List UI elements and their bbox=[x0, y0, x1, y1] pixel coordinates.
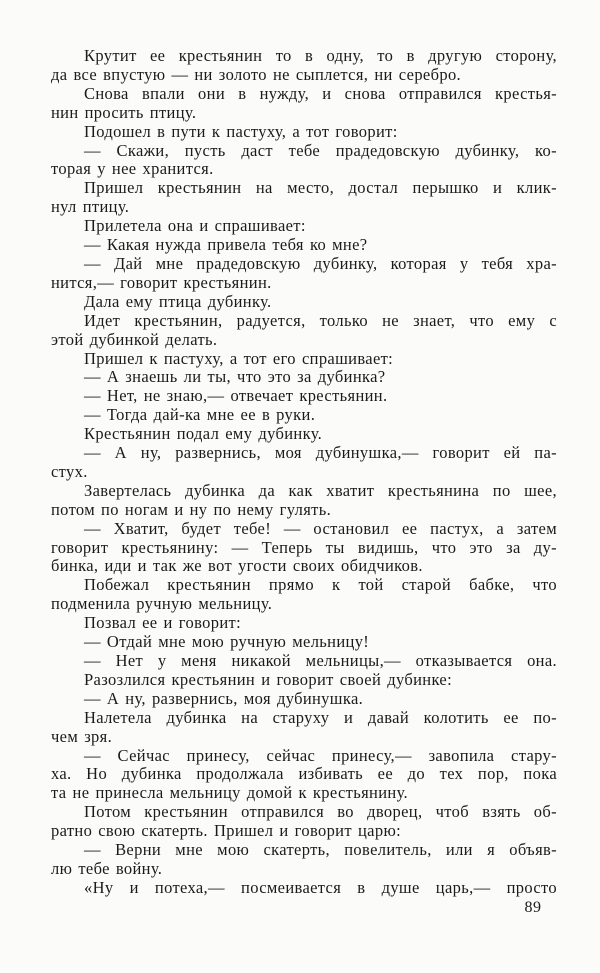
text-line: торая у нее хранится. bbox=[51, 159, 214, 179]
text-line: — Отдай мне мою ручную мельницу! bbox=[84, 632, 370, 652]
text-line: та не принесла мельницу домой к крестьянину. bbox=[51, 783, 408, 803]
text-line: нул птицу. bbox=[51, 197, 130, 217]
text-line: Потом крестьянин отправился во дворец, чтоб взять об- bbox=[84, 802, 557, 822]
text-line: Завертелась дубинка да как хватит крестьянина по шее, bbox=[84, 480, 557, 500]
text-line: Крутит ее крестьянин то в одну, то в другую сторону, bbox=[84, 46, 557, 65]
text-line: — Нет, не знаю,— отвечает крестьянин. bbox=[84, 386, 388, 406]
text-line: бинка, иди и так же вот угости своих обидчиков. bbox=[51, 556, 423, 576]
text-line: подменила ручную мельницу. bbox=[51, 594, 273, 614]
text-line: лю тебе войну. bbox=[51, 858, 163, 878]
text-line: говорит крестьянину: — Теперь ты видишь, что это за ду- bbox=[51, 537, 557, 557]
page-number: 89 bbox=[524, 899, 542, 916]
text-line: — Нет у меня никакой мельницы,— отказывается она. bbox=[84, 651, 557, 670]
text-line: да все впустую — ни золото не сыплется, ни серебро. bbox=[51, 64, 462, 84]
text-line: стух. bbox=[51, 461, 88, 481]
text-line: — Сейчас принесу, сейчас принесу,— завопила стару- bbox=[84, 745, 557, 765]
text-line: Прилетела она и спрашивает: bbox=[84, 216, 306, 236]
text-line: — Дай мне прадедовскую дубинку, которая у тебя хра- bbox=[84, 253, 557, 273]
text-line: — Какая нужда привела тебя ко мне? bbox=[84, 235, 368, 255]
text-line: чем зря. bbox=[51, 726, 113, 746]
text-line: ратно свою скатерть. Пришел и говорит царю: bbox=[51, 821, 402, 841]
text-line: — А ну, развернись, моя дубинушка,— говорит ей па- bbox=[84, 443, 557, 463]
text-line: Подошел в пути к пастуху, а тот говорит: bbox=[84, 121, 398, 141]
text-line: — А знаешь ли ты, что это за дубинка? bbox=[84, 367, 386, 387]
text-line: ха. Но дубинка продолжала избивать ее до тех пор, пока bbox=[51, 764, 557, 784]
text-line: Разозлился крестьянин и говорит своей дубинке: bbox=[84, 669, 453, 689]
text-line: Налетела дубинка на старуху и давай колотить ее по- bbox=[84, 707, 557, 727]
text-line: потом по ногам и ну по нему гулять. bbox=[51, 499, 332, 519]
page-text bbox=[51, 47, 557, 898]
text-line: — Верни мне мою скатерть, повелитель, или я объяв- bbox=[84, 840, 557, 860]
text-line: — Скажи, пусть даст тебе прадедовскую дубинку, ко- bbox=[84, 140, 557, 160]
text-line: — Хватит, будет тебе! — остановил ее пастух, а затем bbox=[84, 518, 557, 538]
text-line: Пришел крестьянин на место, достал перышко и клик- bbox=[84, 178, 557, 198]
text-line: Побежал крестьянин прямо к той старой бабке, что bbox=[84, 575, 557, 595]
text-line: Крестьянин подал ему дубинку. bbox=[84, 424, 323, 444]
text-line: Позвал ее и говорит: bbox=[84, 613, 242, 633]
text-line: — А ну, развернись, моя дубинушка. bbox=[84, 688, 364, 708]
text-line: Снова впали они в нужду, и снова отправился крестья- bbox=[84, 83, 557, 103]
text-line: нин просить птицу. bbox=[51, 102, 197, 122]
text-line: — Тогда дай-ка мне ее в руки. bbox=[84, 405, 316, 425]
text-line: этой дубинкой делать. bbox=[51, 329, 218, 349]
text-line: Дала ему птица дубинку. bbox=[84, 291, 272, 311]
text-line: нится,— говорит крестьянин. bbox=[51, 272, 272, 292]
text-line: Идет крестьянин, радуется, только не знает, что ему с bbox=[84, 310, 557, 330]
text-line: Пришел к пастуху, а тот его спрашивает: bbox=[84, 348, 394, 368]
text-line: «Ну и потеха,— посмеивается в душе царь,— просто bbox=[84, 877, 557, 897]
